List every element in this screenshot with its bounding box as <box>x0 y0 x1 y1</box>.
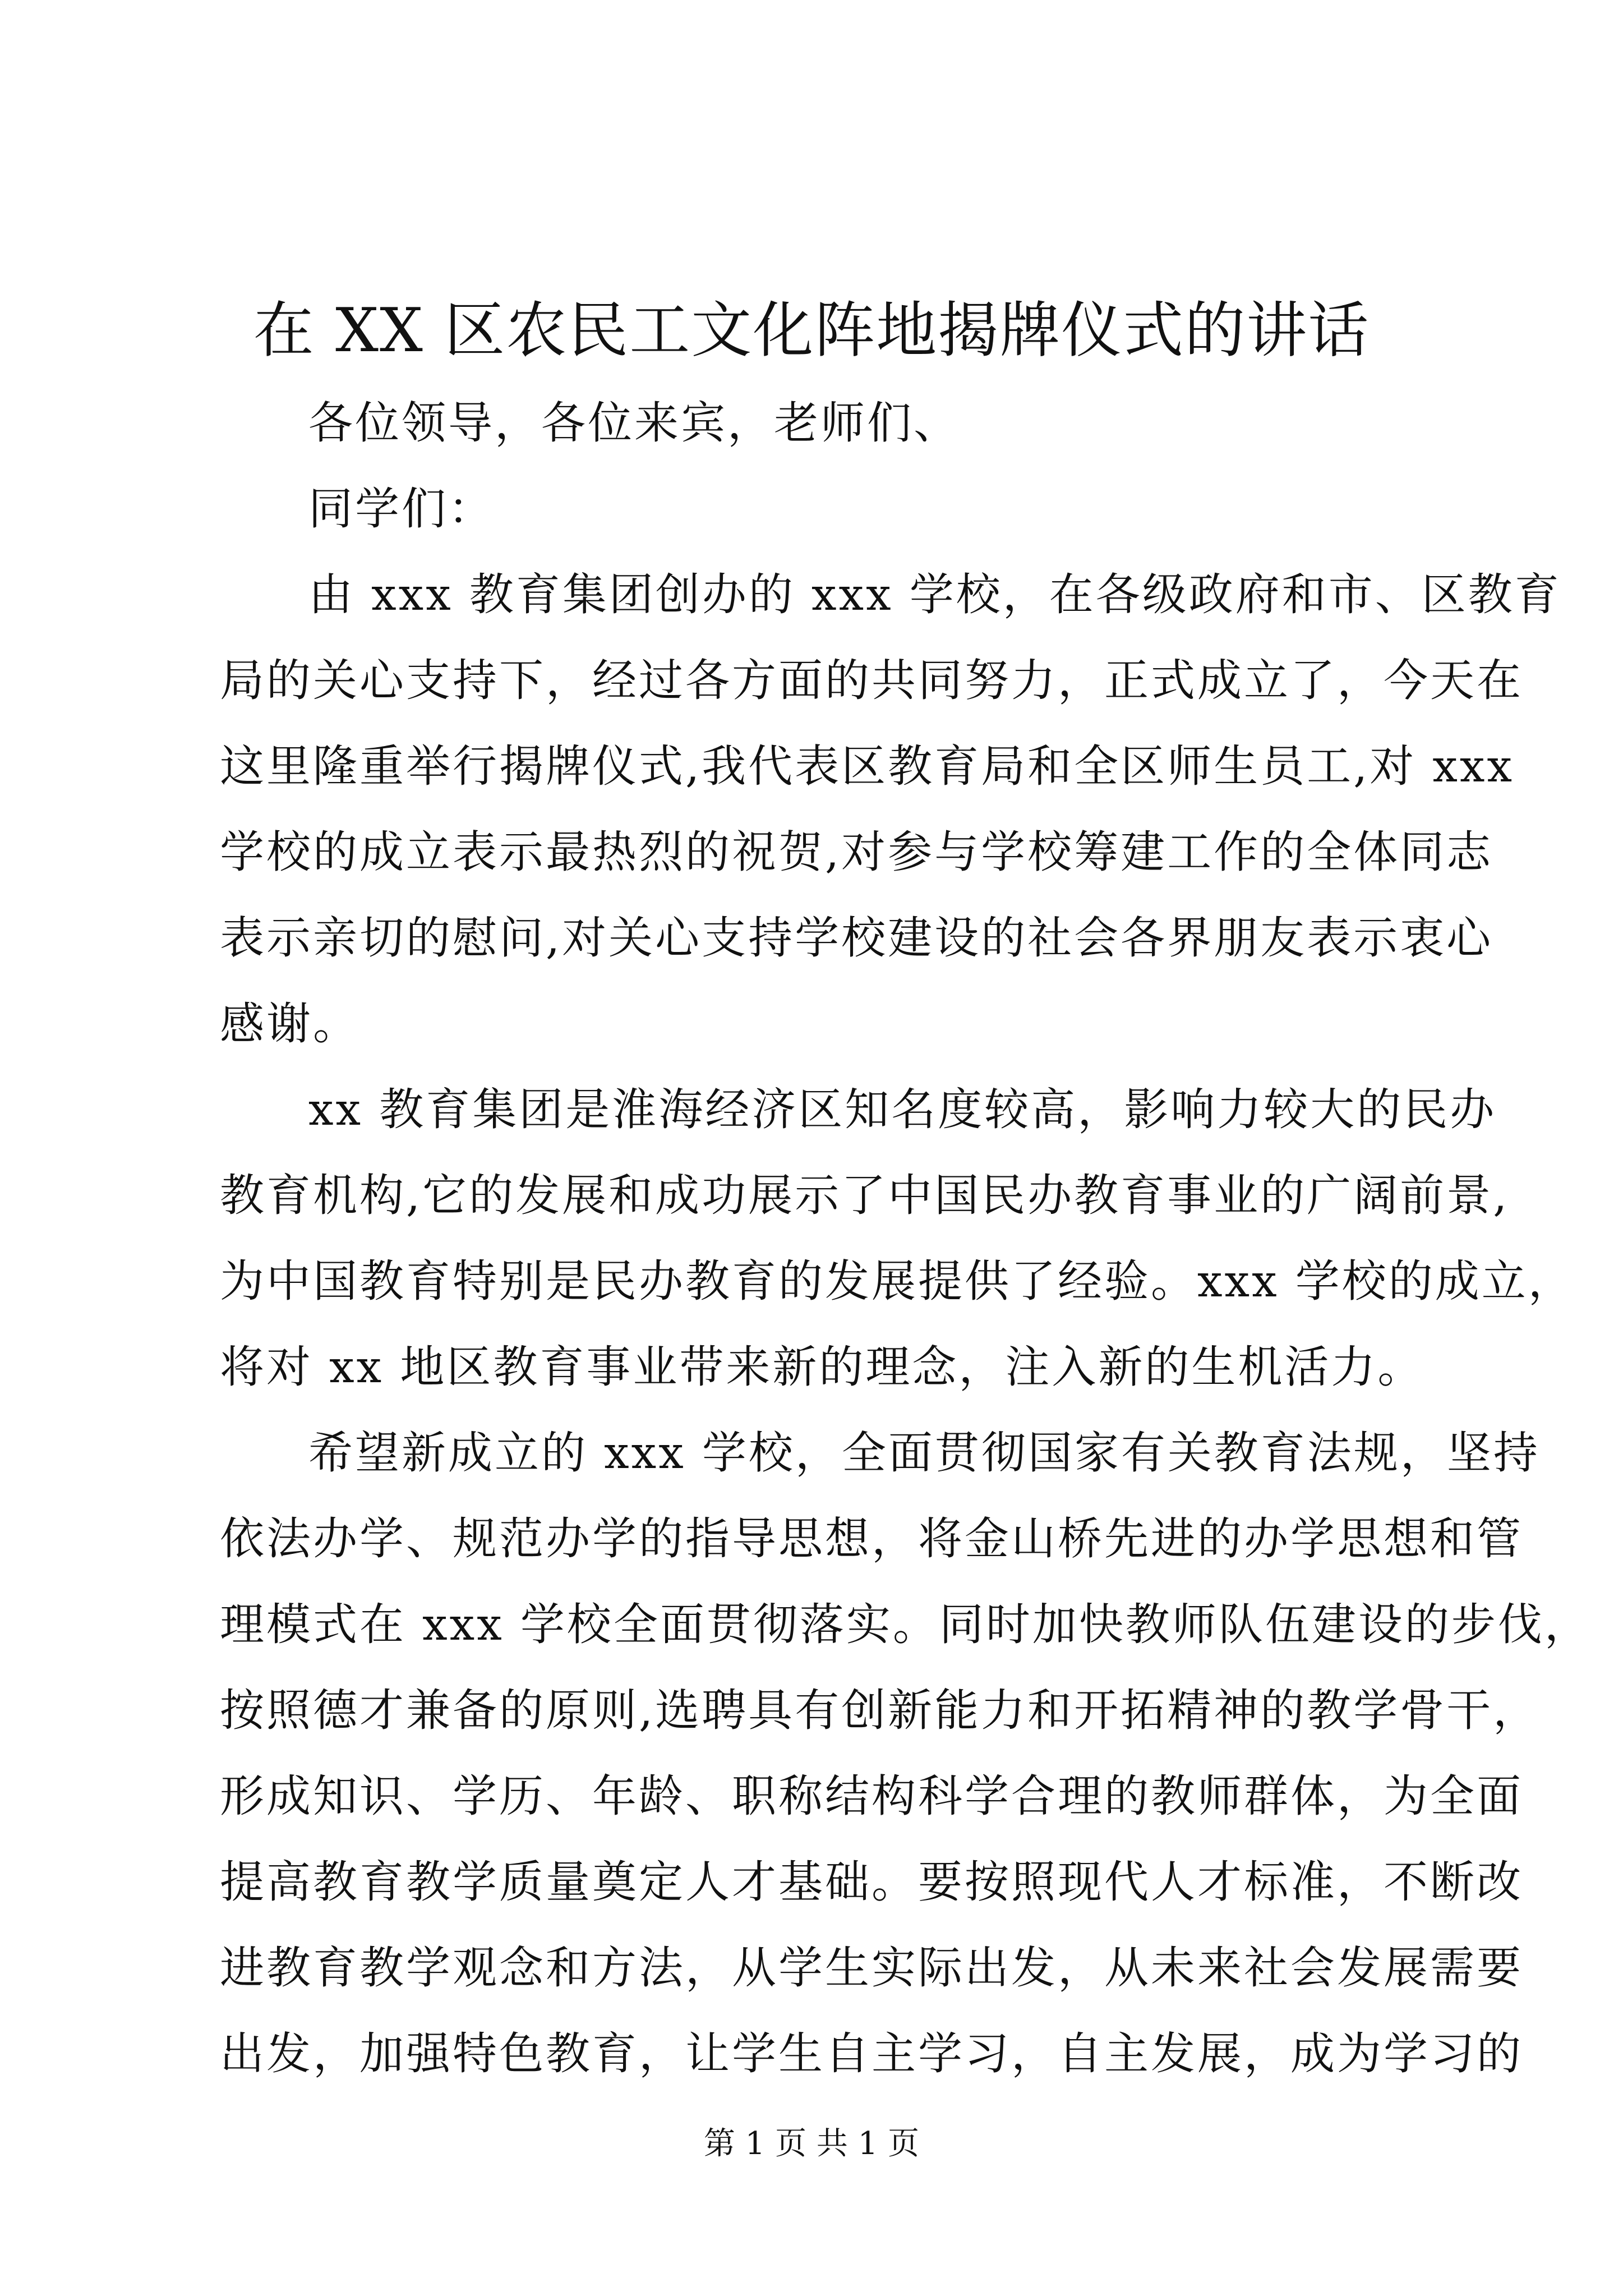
paragraph-line: 局的关心支持下，经过各方面的共同努力，正式成立了，今天在 <box>220 655 1523 706</box>
paragraph-line: 希望新成立的 xxx 学校，全面贯彻国家有关教育法规，坚持 <box>308 1427 1540 1479</box>
paragraph-line: 出发，加强特色教育，让学生自主学习，自主发展，成为学习的 <box>220 2028 1523 2079</box>
salutation-line: 各位领导，各位来宾，老师们、 <box>308 397 960 449</box>
page-footer: 第 1 页 共 1 页 <box>703 2125 920 2162</box>
paragraph-line: 依法办学、规范办学的指导思想，将金山桥先进的办学思想和管 <box>220 1513 1523 1565</box>
document-body <box>220 380 1591 2097</box>
paragraph-line: 教育机构,它的发展和成功展示了中国民办教育事业的广阔前景, <box>220 1170 1510 1221</box>
paragraph-line: 提高教育教学质量奠定人才基础。要按照现代人才标准，不断改 <box>220 1856 1523 1908</box>
paragraph-line: 按照德才兼备的原则,选聘具有创新能力和开拓精神的教学骨干， <box>220 1685 1540 1736</box>
paragraph-line: 学校的成立表示最热烈的祝贺,对参与学校筹建工作的全体同志 <box>220 826 1493 878</box>
paragraph-line: xx 教育集团是淮海经济区知名度较高，影响力较大的民办 <box>308 1084 1497 1135</box>
document-title: 在 XX 区农民工文化阵地揭牌仪式的讲话 <box>253 296 1370 366</box>
paragraph-line: 为中国教育特别是民办教育的发展提供了经验。xxx 学校的成立， <box>220 1255 1575 1307</box>
paragraph-line: 这里隆重举行揭牌仪式,我代表区教育局和全区师生员工,对 xxx <box>220 740 1514 792</box>
paragraph-line: 理模式在 xxx 学校全面贯彻落实。同时加快教师队伍建设的步伐， <box>220 1599 1591 1650</box>
paragraph-line: 由 xxx 教育集团创办的 xxx 学校，在各级政府和市、区教育 <box>308 569 1561 620</box>
salutation-line: 同学们： <box>308 483 495 535</box>
paragraph-line: 形成知识、学历、年龄、职称结构科学合理的教师群体，为全面 <box>220 1770 1523 1822</box>
paragraph-line: 表示亲切的慰问,对关心支持学校建设的社会各界朋友表示衷心 <box>220 912 1493 964</box>
paragraph-line: 进教育教学观念和方法，从学生实际出发，从未来社会发展需要 <box>220 1942 1523 1994</box>
paragraph-line: 感谢。 <box>220 998 359 1050</box>
paragraph-line: 将对 xx 地区教育事业带来新的理念，注入新的生机活力。 <box>220 1341 1424 1393</box>
